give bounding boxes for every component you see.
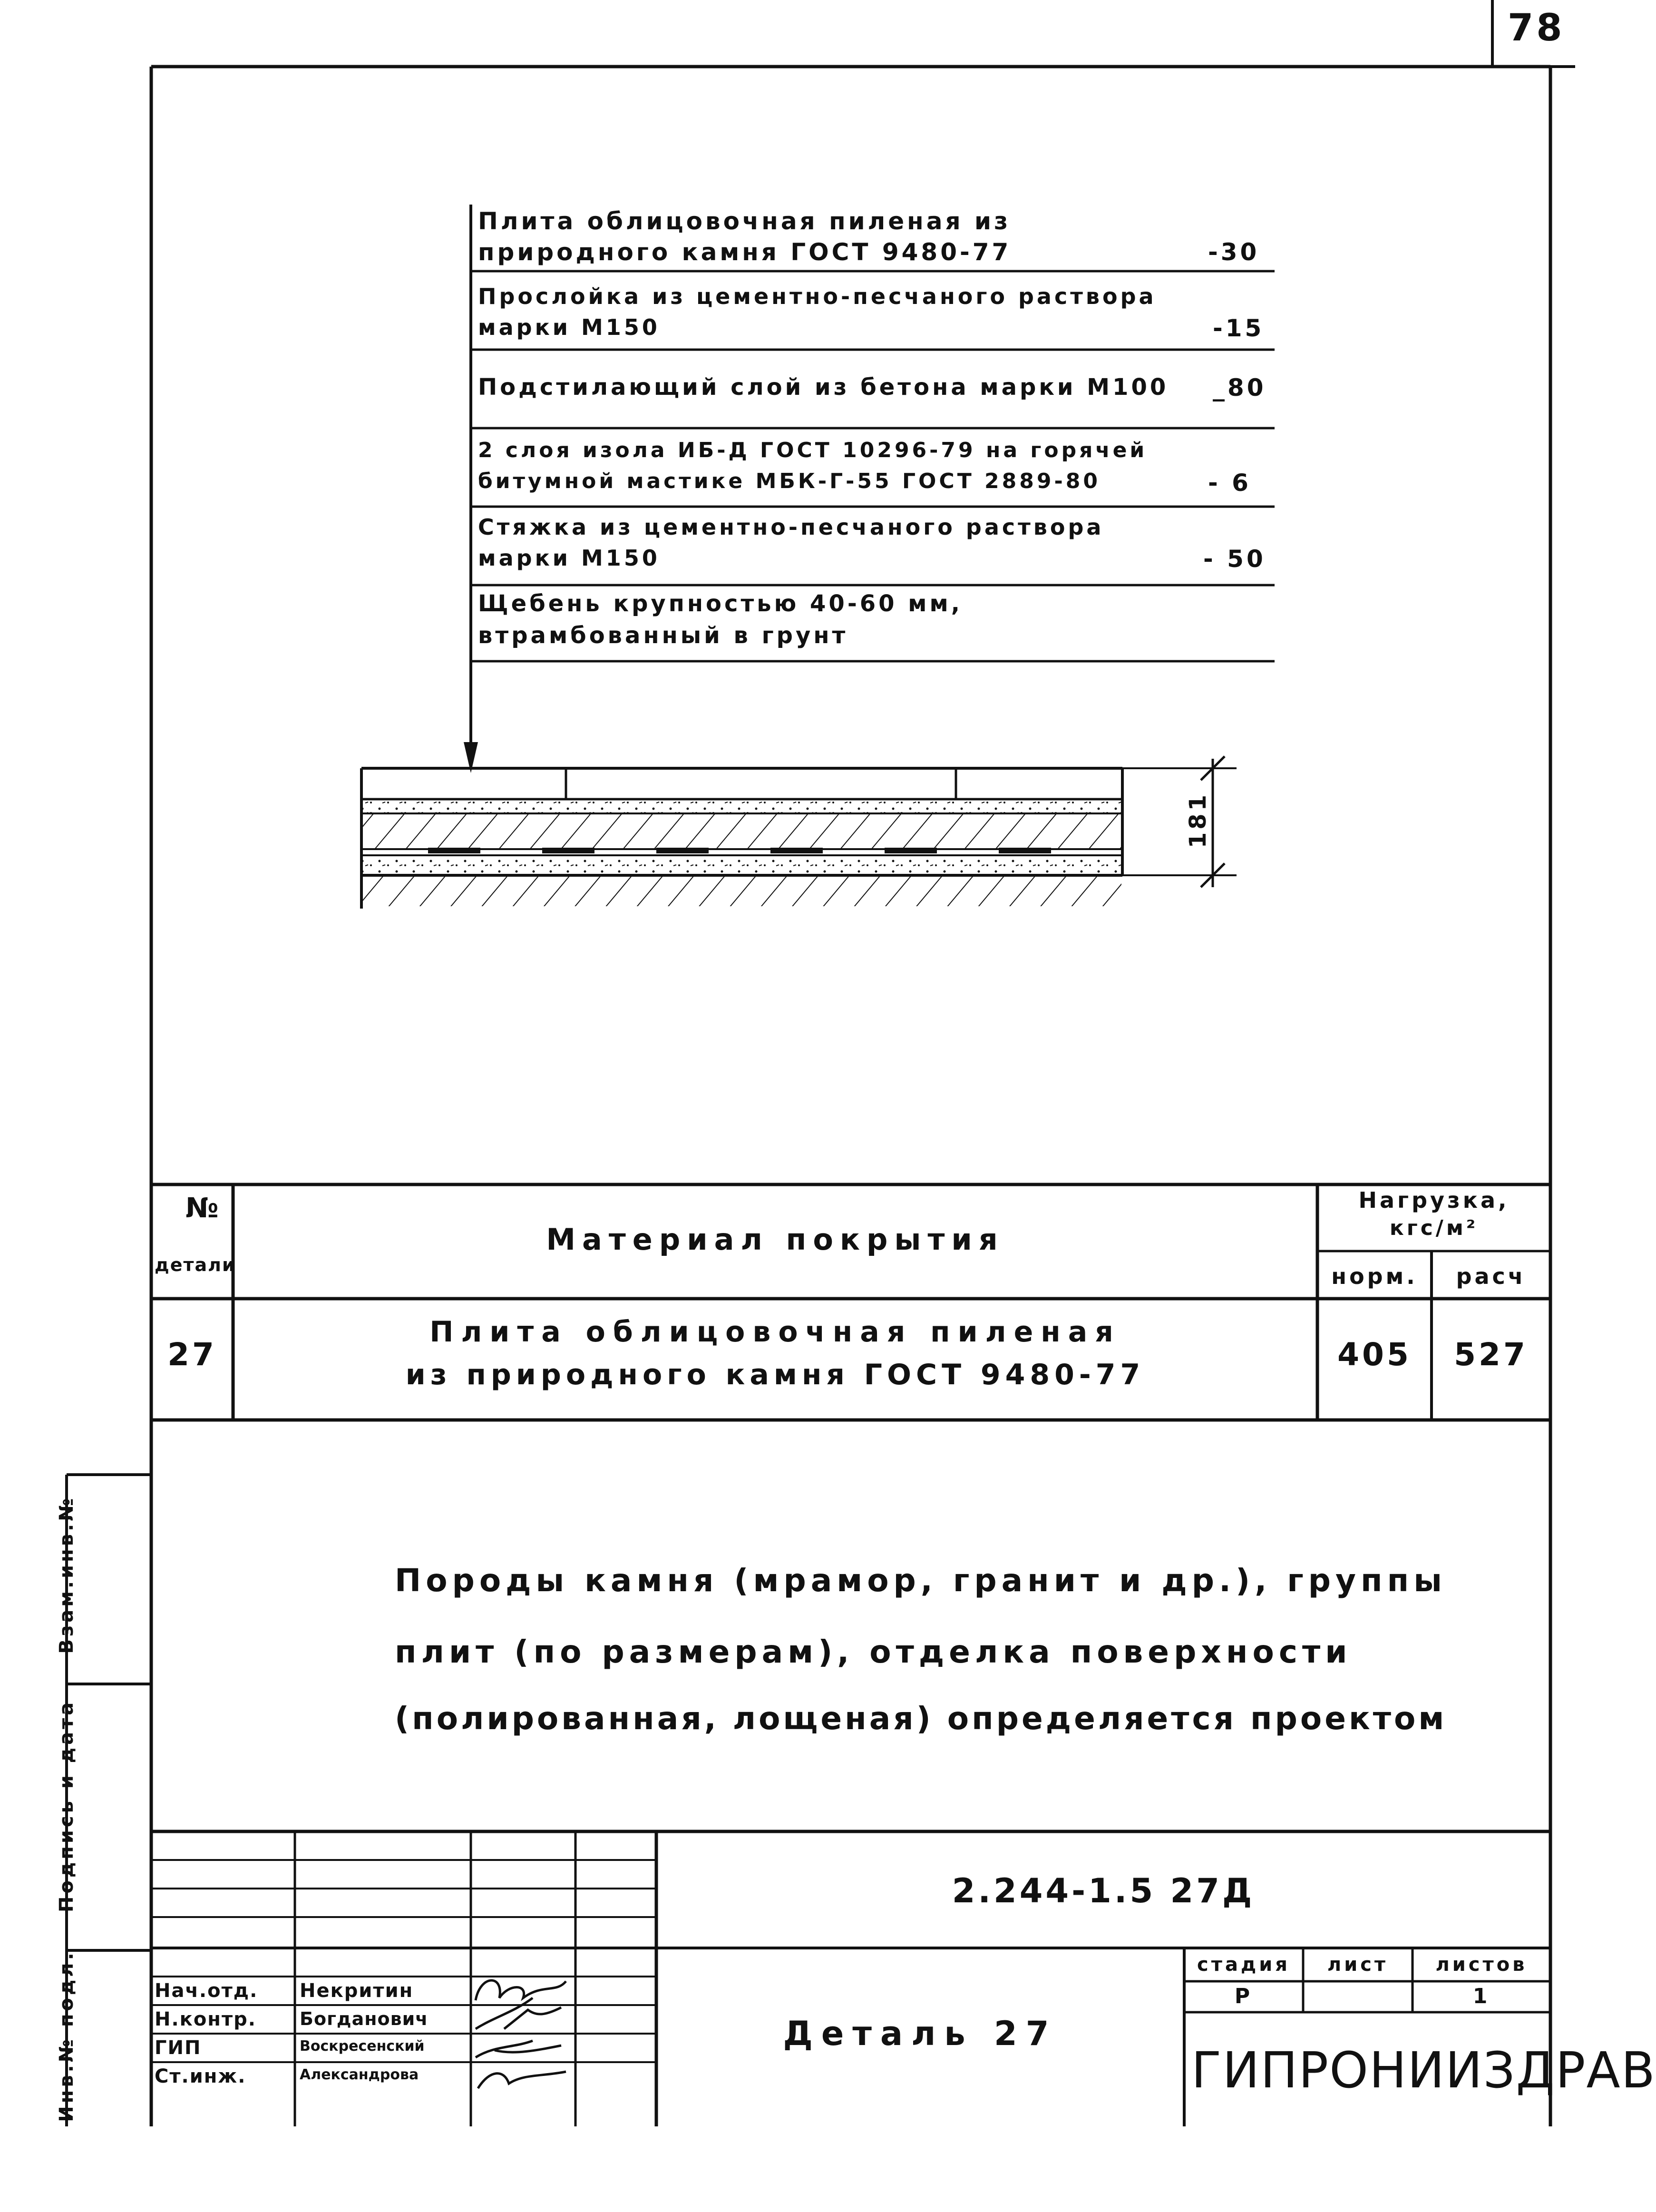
layer-3-line-1: Подстилающий слой из бетона марки М100 — [478, 374, 1169, 401]
layer-2-thickness: -15 — [1213, 314, 1265, 342]
page-number: 78 — [1508, 7, 1565, 49]
dimension-label: 181 — [1185, 792, 1212, 849]
side-label-signature: Подпись и дата — [56, 1699, 78, 1912]
col-load-unit: кгс/м² — [1389, 1216, 1479, 1240]
layer-5-line-1: Стяжка из цементно-песчаного раствора — [478, 514, 1104, 540]
name-4: Александрова — [300, 2066, 419, 2083]
layer-3-thickness: _80 — [1213, 374, 1266, 401]
document-title: Деталь 27 — [783, 2014, 1058, 2053]
layer-4-line-2: битумной мастике МБК-Г-55 ГОСТ 2889-80 — [478, 469, 1101, 493]
stage-label: стадия — [1197, 1954, 1290, 1976]
role-2: Н.контр. — [155, 2008, 256, 2030]
row-material-line-1: Плита облицовочная пиленая — [429, 1315, 1121, 1349]
col-no-header-sub: детали — [155, 1254, 236, 1275]
layer-6-line-2: втрамбованный в грунт — [478, 622, 848, 649]
name-2: Богданович — [300, 2008, 429, 2029]
sheets-value: 1 — [1472, 1984, 1490, 2008]
layer-1-thickness: -30 — [1208, 238, 1260, 266]
layer-6-line-1: Щебень крупностью 40-60 мм, — [478, 590, 963, 617]
floor-section — [361, 756, 1237, 909]
layer-1-line-2: природного камня ГОСТ 9480-77 — [478, 238, 1012, 266]
layer-4-line-1: 2 слоя изола ИБ-Д ГОСТ 10296-79 на горячей — [478, 438, 1148, 462]
col-load-header: Нагрузка, — [1358, 1187, 1510, 1213]
side-label-replacement: Взам.инв.№ — [56, 1495, 78, 1654]
note-line-3: (полированная, лощеная) определяется проектом — [395, 1700, 1447, 1737]
layer-2-line-1: Прослойка из цементно-песчаного раствора — [478, 284, 1157, 309]
col-calc-header: расч — [1456, 1263, 1526, 1289]
name-1: Некритин — [300, 1980, 414, 2002]
organization-name: ГИПРОНИИЗДРАВ — [1191, 2041, 1656, 2099]
side-label-inventory: Инв.№ подл. — [56, 1950, 78, 2122]
layer-5-line-2: марки М150 — [478, 545, 660, 571]
role-3: ГИП — [155, 2037, 202, 2059]
role-1: Нач.отд. — [155, 1980, 258, 2002]
col-norm-header: норм. — [1331, 1263, 1418, 1289]
document-code: 2.244-1.5 27Д — [952, 1871, 1255, 1910]
col-material-header: Материал покрытия — [546, 1222, 1004, 1257]
row-material-line-2: из природного камня ГОСТ 9480-77 — [405, 1358, 1145, 1391]
stage-value: Р — [1234, 1984, 1253, 2008]
layer-2-line-2: марки М150 — [478, 314, 660, 340]
note-line-1: Породы камня (мрамор, гранит и др.), группы — [395, 1562, 1447, 1599]
layer-4-thickness: - 6 — [1208, 469, 1251, 497]
sheets-label: листов — [1435, 1954, 1528, 1976]
role-4: Ст.инж. — [155, 2065, 246, 2087]
note-line-2: плит (по размерам), отделка поверхности — [395, 1634, 1352, 1670]
name-3: Воскресенский — [300, 2038, 425, 2055]
row-norm: 405 — [1337, 1336, 1412, 1373]
sheet-label: лист — [1327, 1954, 1389, 1976]
layer-1-line-1: Плита облицовочная пиленая из — [478, 207, 1011, 235]
row-calc: 527 — [1454, 1336, 1528, 1373]
row-no: 27 — [167, 1336, 217, 1373]
col-no-header: № — [185, 1192, 222, 1224]
layer-5-thickness: - 50 — [1203, 545, 1266, 573]
